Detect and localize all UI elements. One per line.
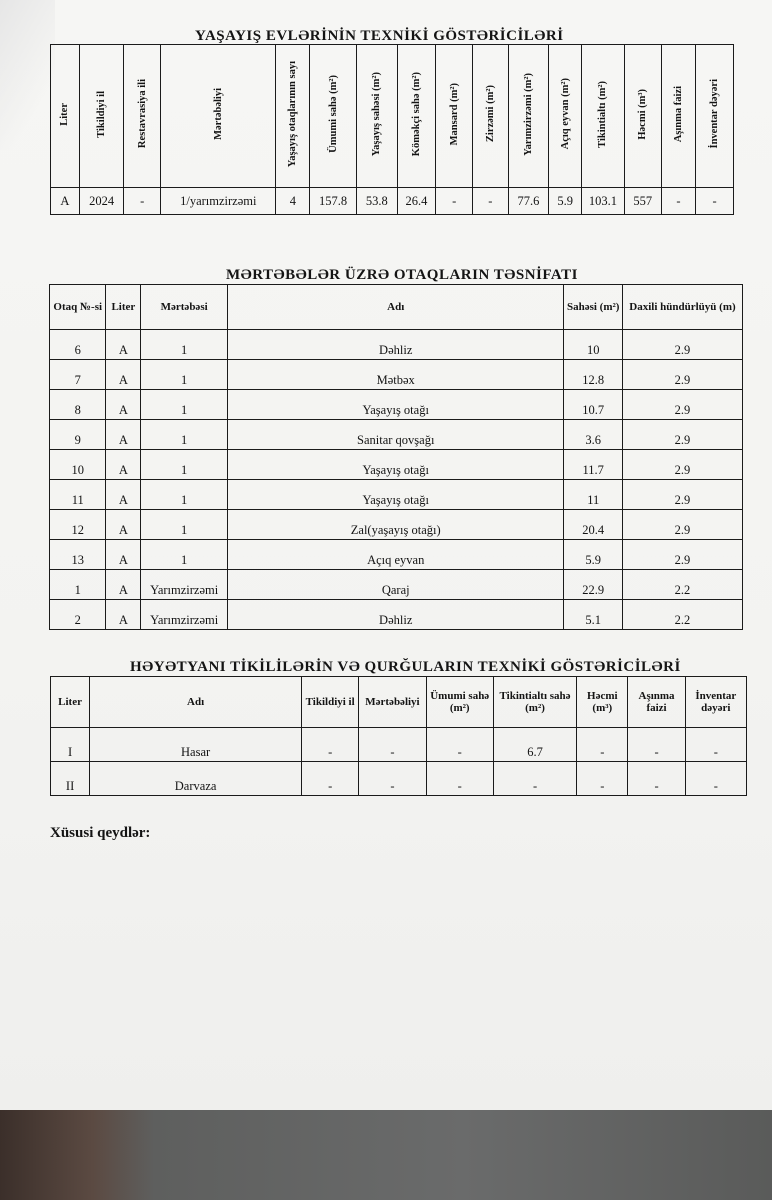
table-cell: Yaşayış otağı <box>228 480 564 510</box>
table-cell: A <box>106 390 141 420</box>
table-cell: 20.4 <box>564 510 623 540</box>
special-notes-label: Xüsusi qeydlər: <box>50 825 151 841</box>
t1-header: Açıq eyvan (m²) <box>559 78 571 150</box>
t1-cell: 26.4 <box>397 188 436 215</box>
table-cell: 2.9 <box>622 420 742 450</box>
t1-cell: - <box>472 188 508 215</box>
table-cell: 2.9 <box>622 540 742 570</box>
table-row <box>50 420 743 450</box>
table-cell: - <box>493 762 576 796</box>
table-row <box>50 570 743 600</box>
table-cell: 2.2 <box>622 600 742 630</box>
t3-header: Tikintialtı sahə (m²) <box>493 677 576 728</box>
table-cell: Zal(yaşayış otağı) <box>228 510 564 540</box>
table-cell: 2 <box>50 600 106 630</box>
table-cell: 2.9 <box>622 360 742 390</box>
t1-header: Restavrasiya ili <box>136 79 148 149</box>
table3-title: HƏYƏTYANI TİKİLİLƏRİN VƏ QURĞULARIN TEXNİKİ GÖSTƏRİCİLƏRİ <box>130 659 681 675</box>
table-cell: 1 <box>141 360 228 390</box>
t1-header: Köməkçi sahə (m²) <box>410 71 422 157</box>
t1-header: Tikildiyi il <box>96 90 108 138</box>
table-cell: Hasar <box>90 728 302 762</box>
t1-header: İnventar dəyəri <box>709 79 721 149</box>
table-cell: Sanitar qovşağı <box>228 420 564 450</box>
table-cell: Yaşayış otağı <box>228 390 564 420</box>
t3-header: Tikildiyi il <box>302 677 359 728</box>
table-cell: 10 <box>50 450 106 480</box>
table-cell: 6.7 <box>493 728 576 762</box>
table-row <box>50 510 743 540</box>
t1-header: Yarımzirzəmi (m²) <box>522 72 534 156</box>
table-cell: 1 <box>141 450 228 480</box>
t2-header: Liter <box>106 285 141 330</box>
t3-body <box>51 728 747 796</box>
table-row <box>51 728 747 762</box>
t1-cell: A <box>51 188 80 215</box>
table-cell: - <box>577 728 628 762</box>
table-cell: A <box>106 330 141 360</box>
table-cell: 11 <box>564 480 623 510</box>
table-cell: 2.9 <box>622 390 742 420</box>
table-cell: - <box>426 728 493 762</box>
table-cell: Dəhliz <box>228 330 564 360</box>
t3-header: Mərtəbəliyi <box>359 677 426 728</box>
table-row <box>50 540 743 570</box>
table-row <box>51 762 747 796</box>
t1-header: Liter <box>59 102 71 126</box>
table-cell: 1 <box>141 390 228 420</box>
table-cell: 1 <box>141 510 228 540</box>
t1-cell: 2024 <box>79 188 124 215</box>
table2-title: MƏRTƏBƏLƏR ÜZRƏ OTAQLARIN TƏSNİFATI <box>226 267 578 283</box>
t1-cell: 557 <box>624 188 661 215</box>
t1-header: Yaşayış sahəsi (m²) <box>371 71 383 157</box>
table-row <box>50 330 743 360</box>
t1-cell: 77.6 <box>508 188 549 215</box>
t3-header: İnventar dəyəri <box>685 677 746 728</box>
residential-tech-table <box>50 44 734 215</box>
t3-header: Ümumi sahə (m²) <box>426 677 493 728</box>
t1-cell: 4 <box>276 188 310 215</box>
table-cell: A <box>106 480 141 510</box>
table-cell: A <box>106 510 141 540</box>
table-row <box>50 360 743 390</box>
table-cell: 1 <box>50 570 106 600</box>
t2-header: Adı <box>228 285 564 330</box>
table-cell: 5.1 <box>564 600 623 630</box>
t3-header: Liter <box>51 677 90 728</box>
table1-title: YAŞAYIŞ EVLƏRİNİN TEXNİKİ GÖSTƏRİCİLƏRİ <box>195 28 564 44</box>
table-cell: Dəhliz <box>228 600 564 630</box>
table-cell: - <box>577 762 628 796</box>
table-cell: 9 <box>50 420 106 450</box>
table-cell: A <box>106 600 141 630</box>
table-cell: Yaşayış otağı <box>228 450 564 480</box>
table-cell: - <box>685 762 746 796</box>
t2-body <box>50 330 743 630</box>
t1-header: Ümumi sahə (m²) <box>327 75 339 153</box>
table-cell: 1 <box>141 420 228 450</box>
table-cell: 10 <box>564 330 623 360</box>
table-cell: 2.2 <box>622 570 742 600</box>
table-cell: A <box>106 570 141 600</box>
table-cell: A <box>106 450 141 480</box>
table-cell: I <box>51 728 90 762</box>
t2-header: Daxili hündürlüyü (m) <box>622 285 742 330</box>
table-cell: A <box>106 540 141 570</box>
t3-header: Adı <box>90 677 302 728</box>
table-cell: 10.7 <box>564 390 623 420</box>
table-cell: 2.9 <box>622 450 742 480</box>
table-row <box>50 390 743 420</box>
table-cell: 11.7 <box>564 450 623 480</box>
table-cell: 5.9 <box>564 540 623 570</box>
t1-cell: - <box>124 188 161 215</box>
table-cell: Darvaza <box>90 762 302 796</box>
table-cell: - <box>359 762 426 796</box>
table-cell: A <box>106 420 141 450</box>
table-row <box>50 480 743 510</box>
t1-cell: - <box>436 188 473 215</box>
t1-header: Mansard (m²) <box>448 82 460 146</box>
table-cell: - <box>426 762 493 796</box>
table-cell: 7 <box>50 360 106 390</box>
t1-header: Yaşayış otaqlarının sayı <box>287 60 299 168</box>
table-cell: - <box>685 728 746 762</box>
table-cell: 8 <box>50 390 106 420</box>
table-row <box>50 450 743 480</box>
background-surface <box>0 1110 772 1200</box>
t1-cell: 103.1 <box>582 188 625 215</box>
t2-header: Otaq №-si <box>50 285 106 330</box>
t1-header: Mərtəbəliyi <box>212 88 224 140</box>
table-cell: Qaraj <box>228 570 564 600</box>
table-cell: 3.6 <box>564 420 623 450</box>
table-cell: 12.8 <box>564 360 623 390</box>
yard-structures-table <box>50 676 747 796</box>
table-cell: 2.9 <box>622 480 742 510</box>
table-cell: 6 <box>50 330 106 360</box>
table-cell: - <box>628 728 685 762</box>
table-cell: Açıq eyvan <box>228 540 564 570</box>
t2-header: Mərtəbəsi <box>141 285 228 330</box>
t1-header: Zirzəmi (m²) <box>484 85 496 143</box>
table-row <box>50 600 743 630</box>
table-cell: Mətbəx <box>228 360 564 390</box>
table-cell: 12 <box>50 510 106 540</box>
table-cell: 11 <box>50 480 106 510</box>
t1-cell: - <box>696 188 734 215</box>
table-cell: 2.9 <box>622 510 742 540</box>
table-cell: A <box>106 360 141 390</box>
t1-cell: - <box>661 188 696 215</box>
table-cell: - <box>302 728 359 762</box>
t1-header: Həcmi (m³) <box>637 88 649 140</box>
t1-cell: 5.9 <box>549 188 582 215</box>
t2-header: Sahəsi (m²) <box>564 285 623 330</box>
room-classification-table <box>49 284 743 630</box>
table-cell: Yarımzirzəmi <box>141 600 228 630</box>
table-cell: II <box>51 762 90 796</box>
t1-cell: 53.8 <box>356 188 397 215</box>
t1-cell: 1/yarımzirzəmi <box>161 188 276 215</box>
table-cell: 22.9 <box>564 570 623 600</box>
t3-header: Həcmi (m³) <box>577 677 628 728</box>
t1-cell: 157.8 <box>310 188 357 215</box>
t1-header: Tikintialtı (m²) <box>597 80 609 148</box>
table-cell: - <box>628 762 685 796</box>
table-cell: 1 <box>141 540 228 570</box>
table-cell: 13 <box>50 540 106 570</box>
table-cell: 2.9 <box>622 330 742 360</box>
table-cell: Yarımzirzəmi <box>141 570 228 600</box>
table-cell: - <box>302 762 359 796</box>
table-cell: 1 <box>141 330 228 360</box>
page-shadow <box>0 0 55 150</box>
table-cell: - <box>359 728 426 762</box>
table-cell: 1 <box>141 480 228 510</box>
t3-header: Aşınma faizi <box>628 677 685 728</box>
t1-header: Aşınma faizi <box>672 85 684 143</box>
